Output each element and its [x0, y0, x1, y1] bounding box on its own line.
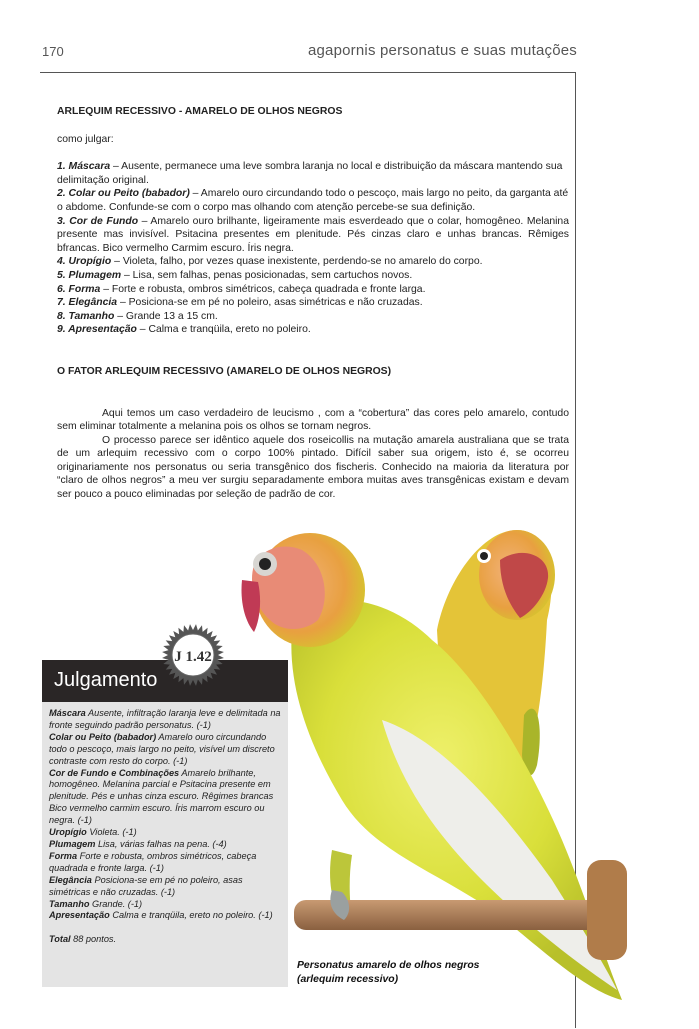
- judging-item: [49, 768, 281, 828]
- judging-item: [49, 899, 281, 911]
- badge-label: J 1.42: [174, 649, 212, 665]
- judging-item: [49, 851, 281, 875]
- judging-item-label: Cor de Fundo e Combinações: [49, 767, 180, 778]
- criterion-label: 9. Apresentação: [57, 324, 137, 336]
- judging-body: [42, 702, 288, 946]
- caption-line: (arlequim recessivo): [297, 974, 399, 985]
- criterion-label: 6. Forma: [57, 283, 101, 295]
- criterion-label: 3. Cor de Fundo: [57, 215, 139, 227]
- criterion-text: – Forte e robusta, ombros simétricos, cabeça quadrada e fronte larga.: [100, 283, 426, 295]
- judging-item-label: Plumagem: [49, 838, 96, 849]
- judging-criteria-list: [57, 160, 569, 337]
- body-paragraph: O processo parece ser idêntico aquele dos roseicollis na mutação amarela australiana que se trata de um arlequim recessivo com o corpo 100% pintado. Difícil saber sua origem, isto é, se ocorreu originariamente nos personatus ou seria transgênico dos fischeris. Conhecido na maioria da literatura por “claro de olhos negros” a meu ver surgiu separadamente embora muitas aves transgênicas existam e devam ser pouco a pouco eliminadas por seleção de padrão de cor.: [57, 434, 569, 501]
- judging-item-text: Grande. (-1): [89, 898, 143, 909]
- judging-item-text: Amarelo ouro circundando todo o pescoço, mais largo no peito, visível um discreto contraste com resto do corpo. (-1): [49, 731, 275, 766]
- criterion: [57, 160, 569, 187]
- criterion: [57, 187, 569, 214]
- judging-title: Julgamento: [54, 669, 158, 691]
- section-title: O FATOR ARLEQUIM RECESSIVO (AMARELO DE OLHOS NEGROS): [57, 365, 392, 377]
- criterion: [57, 296, 569, 310]
- section-title: ARLEQUIM RECESSIVO - AMARELO DE OLHOS NEGROS: [57, 106, 343, 117]
- judging-item-label: Tamanho: [49, 898, 90, 909]
- criterion-label: 7. Elegância: [57, 297, 118, 309]
- judging-item: [49, 839, 281, 851]
- photo-caption: [297, 959, 479, 987]
- criterion-text: – Amarelo ouro brilhante, ligeiramente mais esverdeado que o colar, homogêneo. Melanina presente mas invisível. Psitacina presentes em plenitude. Pés cinzas claro e unhas brancas. Rêmiges bfrancas. Bico vermelho Carmim escuro. Íris negra.: [57, 215, 569, 254]
- lovebirds-photo: [232, 520, 632, 1029]
- criterion-label: 1. Máscara: [57, 161, 111, 173]
- judging-item: [49, 827, 281, 839]
- judging-item: [49, 910, 281, 922]
- judging-item-text: Lisa, várias falhas na pena. (-4): [95, 838, 227, 849]
- caption-line: Personatus amarelo de olhos negros: [297, 960, 480, 971]
- judging-item-text: Violeta. (-1): [86, 827, 137, 838]
- criterion-text: – Calma e tranqüila, ereto no poleiro.: [136, 324, 311, 336]
- intro-text: como julgar:: [57, 133, 114, 145]
- judging-item-label: Máscara: [49, 708, 86, 718]
- criterion: [57, 255, 569, 269]
- criterion: [57, 323, 569, 337]
- judging-box: [42, 660, 288, 987]
- criterion-label: 8. Tamanho: [57, 310, 115, 322]
- judging-item: [49, 732, 281, 768]
- judging-item-label: Uropígio: [49, 827, 87, 838]
- criterion-label: 5. Plumagem: [57, 269, 122, 281]
- criterion-text: – Posiciona-se em pé no poleiro, asas simétricas e não cruzadas.: [117, 297, 423, 309]
- criterion-text: – Amarelo ouro circundando todo o pescoço, mais largo no peito, da garganta até o abdome. Confunde-se com o corpo mas olhando com atenção percebe-se sua definição.: [57, 188, 569, 213]
- judging-total: [49, 934, 281, 946]
- criterion: [57, 269, 569, 283]
- criterion: [57, 283, 569, 297]
- criterion-text: – Lisa, sem falhas, penas posicionadas, sem cartuchos novos.: [121, 269, 413, 281]
- body-paragraph: Aqui temos um caso verdadeiro de leucismo , com a “cobertura” das cores pelo amarelo, contudo sem eliminar totalmente a melanina pois os olhos se tornam negros.: [57, 407, 569, 433]
- judging-item-label: Apresentação: [49, 910, 110, 921]
- judging-item-text: Posiciona-se em pé no poleiro, asas simétricas e não cruzadas. (-1): [49, 874, 243, 897]
- judging-item-label: Colar ou Peito (babador): [49, 731, 157, 742]
- judging-item-text: Ausente, infiltração laranja leve e delimitada na fronte seguindo padrão personatus. (-1): [49, 708, 281, 730]
- judging-total-label: Total: [49, 934, 71, 945]
- page-number: 170: [42, 44, 64, 59]
- criterion: [57, 310, 569, 324]
- judging-item-text: Calma e tranqüila, ereto no poleiro. (-1): [109, 910, 273, 921]
- judging-item: [49, 708, 281, 732]
- judging-item-label: Elegância: [49, 874, 92, 885]
- main-text: [57, 105, 569, 502]
- criterion: [57, 215, 569, 256]
- criterion-label: 4. Uropígio: [57, 256, 112, 268]
- seal-badge-icon: [160, 622, 226, 688]
- criterion-text: – Violeta, falho, por vezes quase inexistente, perdendo-se no amarelo do corpo.: [111, 256, 483, 268]
- running-title: agapornis personatus e suas mutações: [307, 42, 577, 59]
- judging-total-value: 88 pontos.: [70, 934, 117, 945]
- criterion-label: 2. Colar ou Peito (babador): [57, 188, 190, 200]
- criterion-text: – Grande 13 a 15 cm.: [114, 310, 218, 322]
- judging-item: [49, 875, 281, 899]
- judging-item-label: Forma: [49, 850, 78, 861]
- judging-item-text: Forte e robusta, ombros simétricos, cabeça quadrada e fronte larga. (-1): [49, 850, 257, 873]
- judging-item-text: Amarelo brilhante, homogêneo. Melanina parcial e Psitacina presente em plenitude. Pés e unhas cinza escuro. Rêgimes brancas Bico vermelho carmim escuro. Íris marrom escuro ou negra. (-1): [49, 767, 274, 826]
- criterion-text: – Ausente, permanece uma leve sombra laranja no local e distribuição da máscara mantendo sua delimitação original.: [57, 161, 563, 186]
